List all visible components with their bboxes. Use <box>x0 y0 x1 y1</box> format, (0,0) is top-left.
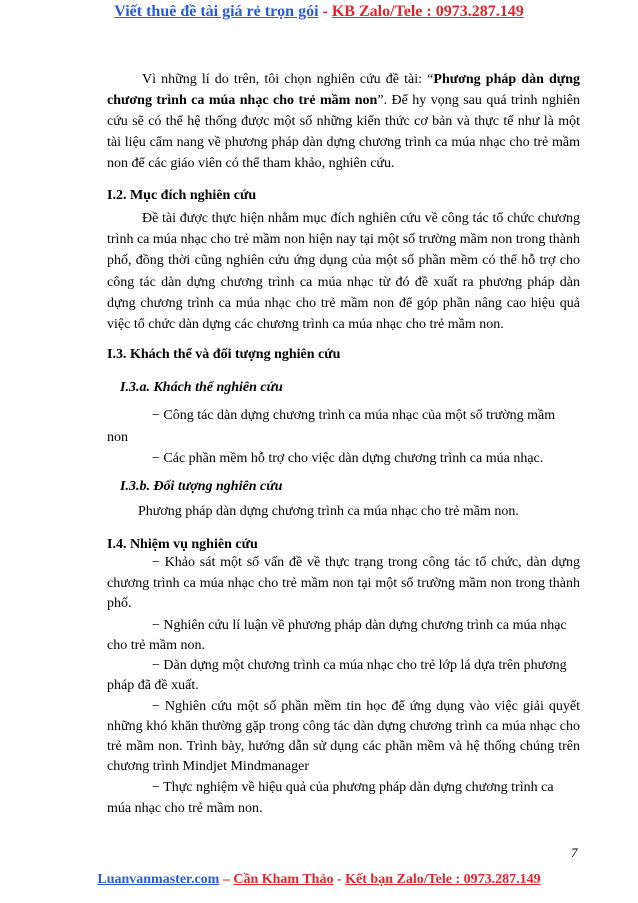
task-item-2-continued: cho trẻ mầm non. <box>107 638 205 653</box>
purpose-line-6: việc tổ chức dàn dựng các chương trình ca múa nhạc cho trẻ mầm non. <box>107 317 504 332</box>
purpose-line-2: trình ca múa nhạc cho trẻ mầm non hiện nay tại một số trường mầm non trong thành <box>107 232 580 247</box>
intro-line-2 <box>107 92 580 110</box>
task-item-5: − Thực nghiệm về hiệu quả của phương pháp dàn dựng chương trình ca <box>152 780 554 795</box>
section-heading-purpose: I.2. Mục đích nghiên cứu <box>107 188 257 203</box>
task-item-4: − Nghiên cứu một số phần mềm tin học để ứng dụng vào việc giải quyết <box>152 699 580 714</box>
purpose-line-1: Đề tài được thực hiện nhằm mục đích nghiên cứu về công tác tổ chức chương <box>142 211 580 226</box>
footer-separator: – <box>219 872 234 887</box>
object-list-item-continued: non <box>107 430 128 445</box>
task-item-5-continued: múa nhạc cho trẻ mầm non. <box>107 801 263 816</box>
footer-site-link[interactable]: Luanvanmaster.com <box>97 872 220 887</box>
object-list-item: − Các phần mềm hỗ trợ cho việc dàn dựng chương trình ca múa nhạc. <box>152 451 544 466</box>
task-item-1: − Khảo sát một số vấn đề về thực trạng trong công tác tổ chức, dàn dựng <box>152 555 580 570</box>
footer-author-link[interactable]: Cần Kham Thảo <box>233 872 334 887</box>
subsection-heading-object: I.3.a. Khách thể nghiên cứu <box>120 380 283 395</box>
intro-line-3: cứu sẽ có thể hệ thống được một số những kiến thức cơ bản và thực tế như là một <box>107 114 580 129</box>
intro-text: Vì những lí do trên, tôi chọn nghiên cứu đề tài: “ <box>142 72 434 87</box>
intro-line-5: non để các giáo viên có thể tham khảo, nghiên cứu. <box>107 156 395 171</box>
task-item-1-continued: phố. <box>107 596 132 611</box>
page-number: 7 <box>571 845 578 860</box>
footer-separator: - <box>333 872 346 887</box>
section-heading-tasks: I.4. Nhiệm vụ nghiên cứu <box>107 537 258 552</box>
task-item-3-continued: pháp đã đề xuất. <box>107 678 199 693</box>
subject-text: Phương pháp dàn dựng chương trình ca múa nhạc cho trẻ mầm non. <box>138 504 519 519</box>
purpose-line-5: dựng chương trình ca múa nhạc cho trẻ mầm non để góp phần nâng cao hiệu quả <box>107 296 580 311</box>
footer-banner <box>0 871 638 889</box>
header-contact-link[interactable]: KB Zalo/Tele : 0973.287.149 <box>331 3 524 20</box>
section-heading-scope: I.3. Khách thể và đối tượng nghiên cứu <box>107 347 341 362</box>
header-separator: - <box>318 3 332 20</box>
subsection-heading-subject: I.3.b. Đối tượng nghiên cứu <box>120 479 283 494</box>
task-item-4-continued: chương trình Mindjet Mindmanager <box>107 759 310 774</box>
footer-contact-link[interactable]: Kết bạn Zalo/Tele : 0973.287.149 <box>345 872 541 887</box>
task-item-1-continued: chương trình ca múa nhạc cho trẻ mầm non tại một số trường mầm non trong thành <box>107 576 580 591</box>
task-item-4-continued: những khó khăn thường gặp trong công tác dàn dựng chương trình ca múa nhạc cho <box>107 719 580 734</box>
header-service-link[interactable]: Viết thuê đề tài giá rẻ trọn gói <box>114 3 319 20</box>
object-list-item: − Công tác dàn dựng chương trình ca múa nhạc của một số trường mầm <box>152 408 556 423</box>
task-item-3: − Dàn dựng một chương trình ca múa nhạc cho trẻ lớp lá dựa trên phương <box>152 658 567 673</box>
intro-line-4: tài liệu cẩm nang về phương pháp dàn dựng chương trình ca múa nhạc cho trẻ mầm <box>107 135 580 150</box>
purpose-line-4: công tác dàn dựng chương trình ca múa nhạc từ đó đề xuất ra phương pháp dàn <box>107 275 580 290</box>
task-item-4-continued: trẻ mầm non. Trình bày, hướng dẫn sử dụng các phần mềm và hệ thống chúng trên <box>107 739 580 754</box>
task-item-2: − Nghiên cứu lí luận về phương pháp dàn dựng chương trình ca múa nhạc <box>152 618 567 633</box>
header-banner <box>0 2 638 22</box>
thesis-title-part-2: chương trình ca múa nhạc cho trẻ mầm non <box>107 93 378 108</box>
purpose-line-3: phố, đồng thời cũng nghiên cứu ứng dụng của một số phần mềm có thể hỗ trợ cho <box>107 253 580 268</box>
thesis-title-part-1: Phương pháp dàn dựng <box>433 72 580 87</box>
intro-text: ”. Để hy vọng sau quá trình nghiên <box>377 93 580 108</box>
intro-line-1 <box>142 71 580 89</box>
